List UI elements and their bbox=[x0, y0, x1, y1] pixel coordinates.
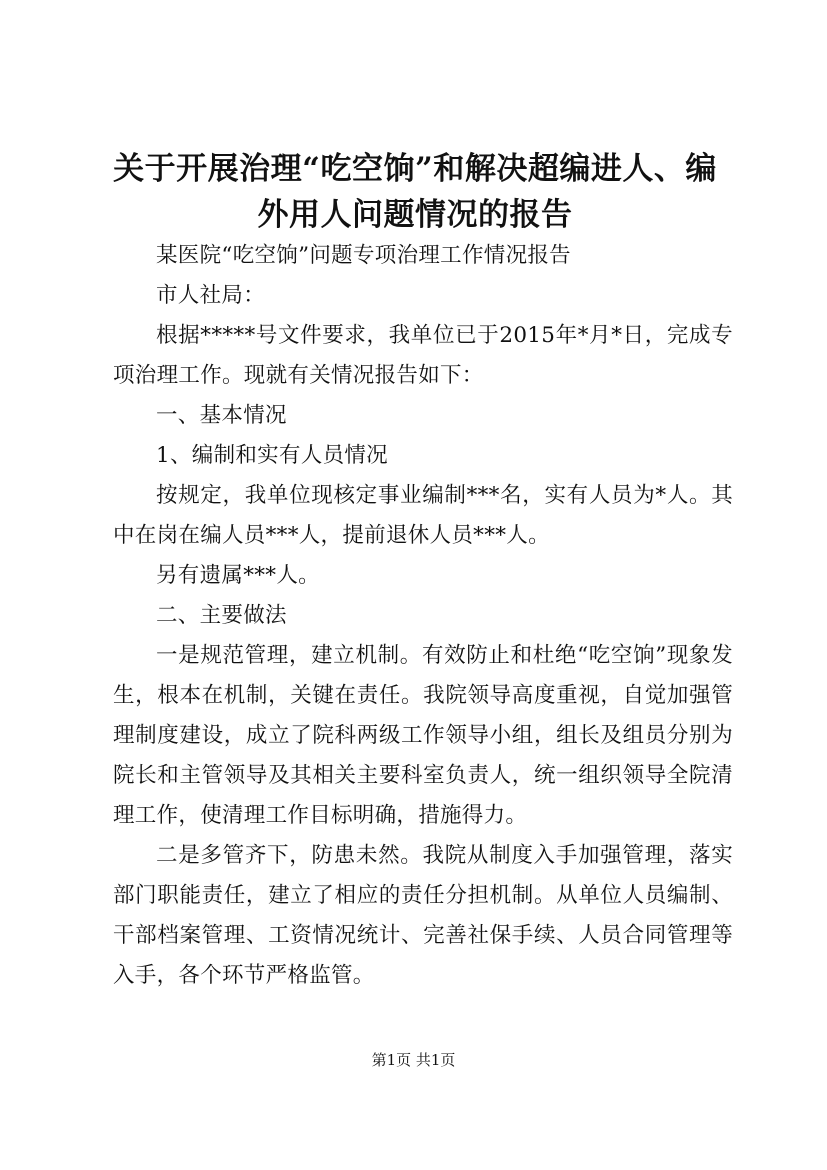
subsection-heading-staffing: 1、编制和实有人员情况 bbox=[156, 443, 388, 468]
paragraph-staffing: 按规定，我单位现核定事业编制***名，实有人员为*人。其中在岗在编人员***人，提前退休人员***人。 bbox=[113, 483, 733, 548]
paragraph-practice-one: 一是规范管理，建立机制。有效防止和杜绝“吃空饷”现象发生，根本在机制，关键在责任。我院领导高度重视，自觉加强管理制度建设，成立了院科两级工作领导小组，组长及组员分别为院长和主管领导及其相关主要科室负责人，统一组织领导全院清理工作，使清理工作目标明确，措施得力。 bbox=[113, 643, 733, 828]
paragraph-practice-two: 二是多管齐下，防患未然。我院从制度入手加强管理，落实部门职能责任，建立了相应的责任分担机制。从单位人员编制、干部档案管理、工资情况统计、完善社保手续、人员合同管理等入手，各个环节严格监管。 bbox=[113, 843, 733, 988]
paragraph-subtitle: 某医院“吃空饷”问题专项治理工作情况报告 bbox=[156, 243, 571, 268]
page-footer: 第1页 共1页 bbox=[371, 1051, 456, 1069]
paragraph-addressee: 市人社局： bbox=[156, 283, 266, 308]
document-body bbox=[113, 236, 733, 996]
section-heading-practices: 二、主要做法 bbox=[156, 603, 287, 628]
paragraph-dependents: 另有遗属***人。 bbox=[156, 563, 320, 588]
paragraph-intro: 根据*****号文件要求，我单位已于2015年*月*日，完成专项治理工作。现就有关情况报告如下： bbox=[113, 323, 733, 388]
document-title: 关于开展治理“吃空饷”和解决超编进人、编外用人问题情况的报告 bbox=[113, 151, 717, 233]
section-heading-basic: 一、基本情况 bbox=[156, 403, 287, 428]
